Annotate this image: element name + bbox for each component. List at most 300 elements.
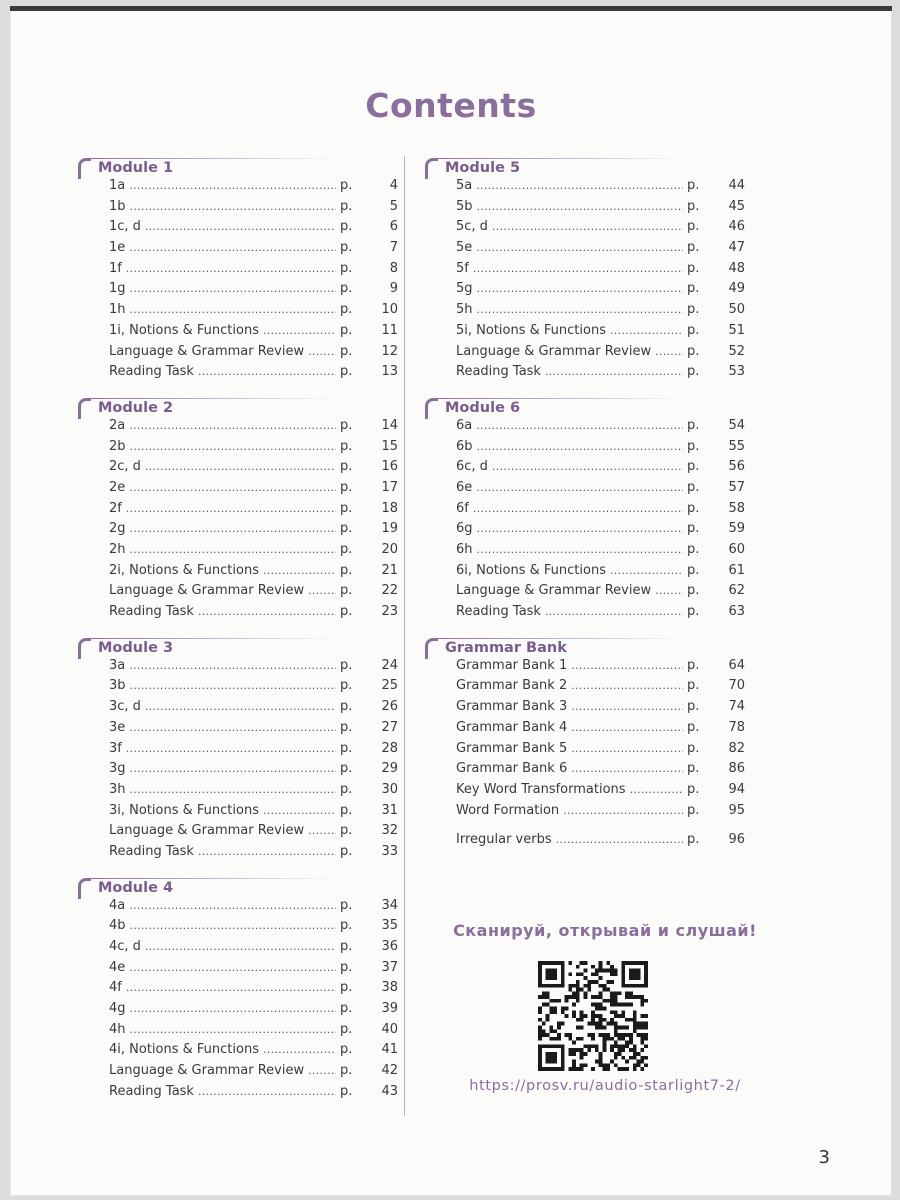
toc-entry[interactable] bbox=[425, 281, 745, 302]
qr-module bbox=[629, 1037, 633, 1041]
dot-leader bbox=[130, 679, 336, 692]
toc-entry[interactable] bbox=[78, 980, 398, 1001]
dot-leader bbox=[145, 220, 336, 233]
qr-module bbox=[606, 961, 610, 965]
page-abbrev: p. bbox=[340, 939, 353, 954]
qr-module bbox=[644, 965, 648, 969]
qr-module bbox=[621, 984, 625, 988]
qr-module bbox=[538, 1037, 542, 1041]
page-abbrev: p. bbox=[687, 459, 700, 475]
toc-entry[interactable] bbox=[78, 761, 398, 782]
toc-entry-label: 5a bbox=[456, 178, 473, 193]
toc-entry-page: 20 bbox=[381, 542, 398, 557]
toc-entry[interactable] bbox=[425, 344, 745, 365]
qr-module bbox=[644, 1022, 648, 1026]
toc-entry[interactable] bbox=[425, 678, 745, 699]
toc-entry[interactable] bbox=[425, 364, 745, 385]
qr-module bbox=[557, 961, 561, 965]
qr-module bbox=[599, 976, 603, 980]
qr-module bbox=[546, 1067, 550, 1071]
toc-entry-page: 33 bbox=[381, 843, 398, 859]
qr-module bbox=[538, 1033, 542, 1037]
qr-module bbox=[587, 980, 591, 984]
qr-module bbox=[640, 961, 644, 965]
qr-module bbox=[538, 1018, 542, 1022]
qr-module bbox=[625, 1060, 629, 1064]
toc-entry-page: 13 bbox=[381, 364, 398, 380]
qr-module bbox=[553, 969, 557, 973]
dot-leader bbox=[610, 564, 683, 577]
qr-module bbox=[599, 995, 603, 999]
toc-entry-page: 32 bbox=[381, 823, 398, 839]
page-abbrev: p. bbox=[687, 657, 700, 673]
qr-module bbox=[572, 1060, 576, 1064]
qr-module bbox=[549, 976, 553, 980]
dot-leader bbox=[129, 419, 336, 432]
qr-module bbox=[576, 965, 580, 969]
qr-module bbox=[633, 1067, 637, 1071]
qr-module bbox=[538, 1052, 542, 1056]
toc-entry-label: 1e bbox=[109, 240, 126, 256]
toc-entry[interactable] bbox=[78, 199, 398, 220]
heading-bracket bbox=[425, 638, 438, 659]
page-abbrev: p. bbox=[687, 832, 700, 848]
page-abbrev: p. bbox=[687, 761, 700, 777]
toc-entry[interactable] bbox=[78, 960, 398, 981]
qr-module bbox=[553, 1067, 557, 1071]
qr-module bbox=[584, 1044, 588, 1048]
toc-entry-label: Language & Grammar Review bbox=[109, 343, 305, 359]
page-abbrev: p. bbox=[687, 322, 700, 338]
toc-entry-page: 52 bbox=[728, 343, 745, 359]
qr-module bbox=[602, 984, 606, 988]
qr-module bbox=[568, 995, 572, 999]
qr-module bbox=[591, 972, 595, 976]
qr-module bbox=[568, 984, 572, 988]
toc-entry[interactable] bbox=[78, 1022, 398, 1043]
qr-module bbox=[553, 999, 557, 1003]
qr-module bbox=[602, 1041, 606, 1045]
toc-entry[interactable] bbox=[78, 823, 398, 844]
toc-entry[interactable] bbox=[78, 418, 398, 439]
qr-module bbox=[538, 972, 542, 976]
qr-module bbox=[640, 1003, 644, 1007]
heading-bracket bbox=[425, 398, 438, 419]
section-heading bbox=[78, 396, 398, 416]
toc-entry-label: 3a bbox=[109, 657, 126, 673]
qr-module bbox=[584, 976, 588, 980]
qr-module bbox=[557, 1033, 561, 1037]
qr-module bbox=[621, 1014, 625, 1018]
qr-module bbox=[599, 1022, 603, 1026]
toc-entry[interactable] bbox=[78, 1042, 398, 1063]
qr-module bbox=[576, 999, 580, 1003]
page-abbrev: p. bbox=[340, 198, 353, 214]
page-abbrev: p. bbox=[687, 260, 700, 276]
qr-module bbox=[591, 1067, 595, 1071]
qr-module bbox=[572, 984, 576, 988]
toc-entry-label: Reading Task bbox=[109, 604, 194, 620]
toc-entry[interactable] bbox=[425, 418, 745, 439]
toc-entry[interactable] bbox=[425, 521, 745, 542]
qr-module bbox=[640, 999, 644, 1003]
dot-leader bbox=[145, 460, 336, 473]
toc-entry[interactable] bbox=[425, 302, 745, 323]
toc-entry-page: 45 bbox=[728, 198, 745, 214]
toc-entry[interactable] bbox=[425, 699, 745, 720]
qr-module bbox=[640, 1033, 644, 1037]
toc-entry[interactable] bbox=[78, 439, 398, 460]
toc-entry[interactable] bbox=[78, 1001, 398, 1022]
qr-module bbox=[610, 1003, 614, 1007]
qr-module bbox=[595, 969, 599, 973]
toc-entry-page: 62 bbox=[728, 583, 745, 599]
qr-module bbox=[629, 1041, 633, 1045]
toc-entry[interactable] bbox=[425, 439, 745, 460]
heading-rule bbox=[435, 158, 685, 159]
qr-module bbox=[614, 1022, 618, 1026]
qr-module bbox=[568, 1067, 572, 1071]
toc-entry[interactable] bbox=[425, 658, 745, 679]
toc-entry-label: 5i, Notions & Functions bbox=[456, 322, 606, 338]
qr-module bbox=[618, 1037, 622, 1041]
toc-entry-label: 2b bbox=[109, 438, 126, 454]
qr-module bbox=[621, 1048, 625, 1052]
toc-entry-page: 29 bbox=[381, 761, 398, 777]
toc-entry-label: 3f bbox=[109, 740, 122, 756]
section-heading bbox=[425, 396, 745, 416]
audio-url-link[interactable]: https://prosv.ru/audio-starlight7-2/ bbox=[469, 1078, 741, 1094]
qr-module bbox=[644, 972, 648, 976]
toc-entry-label: 2g bbox=[109, 521, 126, 537]
toc-entry[interactable] bbox=[425, 178, 745, 199]
qr-module bbox=[595, 972, 599, 976]
toc-entry[interactable] bbox=[78, 898, 398, 919]
qr-module bbox=[549, 1025, 553, 1029]
qr-module bbox=[576, 1067, 580, 1071]
toc-entry[interactable] bbox=[78, 720, 398, 741]
toc-entry[interactable] bbox=[78, 480, 398, 501]
toc-entry[interactable] bbox=[425, 604, 745, 625]
qr-module bbox=[614, 1033, 618, 1037]
qr-module bbox=[640, 1014, 644, 1018]
qr-module bbox=[561, 972, 565, 976]
qr-module bbox=[625, 1067, 629, 1071]
dot-leader bbox=[476, 179, 683, 192]
toc-entry[interactable] bbox=[78, 563, 398, 584]
dot-leader bbox=[130, 440, 336, 453]
toc-entry[interactable] bbox=[78, 844, 398, 865]
qr-module bbox=[599, 1014, 603, 1018]
qr-module bbox=[587, 988, 591, 992]
qr-module bbox=[637, 995, 641, 999]
toc-entry-page: 23 bbox=[381, 604, 398, 620]
dot-leader bbox=[130, 200, 336, 213]
qr-module bbox=[568, 1052, 572, 1056]
qr-module bbox=[561, 969, 565, 973]
toc-entry-page: 96 bbox=[728, 832, 745, 848]
toc-entry[interactable] bbox=[425, 459, 745, 480]
qr-module bbox=[549, 961, 553, 965]
qr-module bbox=[618, 1003, 622, 1007]
qr-module bbox=[606, 980, 610, 984]
qr-module bbox=[633, 1018, 637, 1022]
page-abbrev: p. bbox=[687, 604, 700, 620]
qr-module bbox=[640, 1041, 644, 1045]
qr-module bbox=[618, 1033, 622, 1037]
toc-entry[interactable] bbox=[425, 199, 745, 220]
qr-module bbox=[576, 1025, 580, 1029]
qr-module bbox=[572, 1067, 576, 1071]
qr-module bbox=[625, 1003, 629, 1007]
qr-module bbox=[591, 1033, 595, 1037]
qr-module bbox=[629, 995, 633, 999]
toc-entry-page: 82 bbox=[728, 740, 745, 756]
qr-module bbox=[546, 972, 550, 976]
toc-section bbox=[425, 396, 745, 625]
toc-entry[interactable] bbox=[78, 604, 398, 625]
toc-entry[interactable] bbox=[78, 323, 398, 344]
toc-entry-label: 3c, d bbox=[109, 699, 141, 715]
qr-module bbox=[580, 1014, 584, 1018]
page-abbrev: p. bbox=[687, 521, 700, 537]
dot-leader bbox=[308, 345, 336, 358]
toc-entry-page: 14 bbox=[381, 417, 398, 433]
qr-module bbox=[572, 991, 576, 995]
toc-entry[interactable] bbox=[78, 1063, 398, 1084]
toc-entry-label: 4g bbox=[109, 1001, 126, 1017]
qr-module bbox=[644, 1056, 648, 1060]
page-abbrev: p. bbox=[340, 980, 353, 996]
qr-module bbox=[640, 1048, 644, 1052]
toc-entry[interactable] bbox=[78, 803, 398, 824]
dot-leader bbox=[655, 345, 683, 358]
toc-entry[interactable] bbox=[78, 542, 398, 563]
dot-leader bbox=[130, 783, 336, 796]
toc-entry[interactable] bbox=[78, 741, 398, 762]
toc-entry-label: Language & Grammar Review bbox=[109, 823, 305, 839]
toc-entry[interactable] bbox=[78, 178, 398, 199]
toc-entry-label: 6h bbox=[456, 542, 473, 557]
toc-entry[interactable] bbox=[78, 219, 398, 240]
qr-module bbox=[584, 995, 588, 999]
toc-entry[interactable] bbox=[78, 459, 398, 480]
qr-module bbox=[561, 984, 565, 988]
qr-code[interactable] bbox=[538, 961, 648, 1071]
qr-module bbox=[633, 1063, 637, 1067]
toc-entry[interactable] bbox=[78, 344, 398, 365]
qr-module bbox=[565, 1007, 569, 1011]
qr-module bbox=[561, 965, 565, 969]
toc-entry-page: 31 bbox=[381, 802, 398, 818]
right-column bbox=[425, 156, 745, 864]
dot-leader bbox=[130, 762, 336, 775]
qr-module bbox=[584, 969, 588, 973]
qr-module bbox=[553, 1060, 557, 1064]
page-abbrev: p. bbox=[687, 302, 700, 318]
qr-module bbox=[591, 1022, 595, 1026]
page-abbrev: p. bbox=[340, 417, 353, 433]
qr-module bbox=[599, 965, 603, 969]
qr-module bbox=[633, 1048, 637, 1052]
qr-module bbox=[602, 1033, 606, 1037]
toc-entry[interactable] bbox=[425, 480, 745, 501]
qr-module bbox=[549, 969, 553, 973]
dot-leader bbox=[198, 845, 336, 858]
toc-entry[interactable] bbox=[425, 501, 745, 522]
dot-leader bbox=[126, 502, 336, 515]
dot-leader bbox=[130, 522, 336, 535]
toc-entry-label: Grammar Bank 2 bbox=[456, 678, 568, 694]
toc-entry[interactable] bbox=[425, 583, 745, 604]
dot-leader bbox=[492, 220, 683, 233]
toc-entry-page: 24 bbox=[381, 657, 398, 673]
toc-entry[interactable] bbox=[78, 939, 398, 960]
dot-leader bbox=[126, 981, 336, 994]
qr-module bbox=[629, 1056, 633, 1060]
toc-entry[interactable] bbox=[78, 583, 398, 604]
dot-leader bbox=[563, 804, 683, 817]
qr-module bbox=[621, 980, 625, 984]
dot-leader bbox=[129, 179, 336, 192]
toc-entry[interactable] bbox=[425, 832, 745, 853]
qr-module bbox=[587, 1033, 591, 1037]
qr-module bbox=[595, 1048, 599, 1052]
toc-entry[interactable] bbox=[78, 501, 398, 522]
section-heading-label: Module 5 bbox=[445, 160, 521, 176]
toc-entry[interactable] bbox=[78, 240, 398, 261]
toc-entry[interactable] bbox=[425, 323, 745, 344]
section-heading-label: Module 4 bbox=[98, 879, 174, 896]
dot-leader bbox=[571, 742, 683, 755]
dot-leader bbox=[130, 543, 336, 556]
qr-module bbox=[557, 1037, 561, 1041]
toc-entry[interactable] bbox=[78, 521, 398, 542]
dot-leader bbox=[130, 303, 336, 316]
toc-section bbox=[78, 396, 398, 625]
promo-text: Сканируй, открывай и слушай! bbox=[453, 921, 757, 940]
qr-module bbox=[599, 1003, 603, 1007]
page-abbrev: p. bbox=[340, 802, 353, 818]
toc-entry-page: 17 bbox=[381, 479, 398, 495]
qr-module bbox=[633, 1014, 637, 1018]
qr-module bbox=[633, 1025, 637, 1029]
toc-entry[interactable] bbox=[78, 1084, 398, 1105]
page-abbrev: p. bbox=[340, 1083, 353, 1099]
qr-module bbox=[614, 1025, 618, 1029]
qr-module bbox=[599, 969, 603, 973]
page-abbrev: p. bbox=[687, 417, 700, 433]
qr-module bbox=[553, 1010, 557, 1014]
qr-module bbox=[637, 984, 641, 988]
qr-module bbox=[542, 1029, 546, 1033]
toc-entry-label: Language & Grammar Review bbox=[109, 1063, 305, 1079]
dot-leader bbox=[263, 804, 336, 817]
page-abbrev: p. bbox=[687, 479, 700, 495]
qr-module bbox=[542, 961, 546, 965]
toc-entry[interactable] bbox=[78, 782, 398, 803]
qr-module bbox=[640, 1067, 644, 1071]
qr-module bbox=[633, 976, 637, 980]
toc-entry-label: Language & Grammar Review bbox=[456, 583, 652, 599]
qr-module bbox=[549, 972, 553, 976]
toc-entry[interactable] bbox=[425, 782, 745, 803]
toc-entry[interactable] bbox=[425, 741, 745, 762]
page bbox=[10, 6, 892, 1196]
toc-entry-page: 27 bbox=[381, 719, 398, 735]
dot-leader bbox=[477, 522, 683, 535]
qr-module bbox=[595, 1007, 599, 1011]
toc-entry[interactable] bbox=[78, 918, 398, 939]
heading-bracket bbox=[78, 878, 91, 899]
toc-entry[interactable] bbox=[425, 761, 745, 782]
dot-leader bbox=[571, 721, 683, 734]
toc-entry[interactable] bbox=[78, 281, 398, 302]
qr-module bbox=[553, 1037, 557, 1041]
page-abbrev: p. bbox=[340, 562, 353, 578]
toc-entry[interactable] bbox=[425, 720, 745, 741]
toc-entry-page: 34 bbox=[381, 897, 398, 913]
dot-leader bbox=[145, 940, 336, 953]
qr-module bbox=[644, 1044, 648, 1048]
qr-module bbox=[625, 991, 629, 995]
toc-entry-page: 46 bbox=[728, 219, 745, 235]
qr-module bbox=[644, 1063, 648, 1067]
qr-module bbox=[640, 1060, 644, 1064]
qr-module bbox=[542, 984, 546, 988]
toc-entry[interactable] bbox=[78, 302, 398, 323]
toc-entry[interactable] bbox=[425, 240, 745, 261]
qr-module bbox=[542, 1033, 546, 1037]
qr-module bbox=[561, 961, 565, 965]
toc-entry[interactable] bbox=[425, 261, 745, 282]
toc-entry-label: 3e bbox=[109, 719, 126, 735]
toc-entry[interactable] bbox=[425, 803, 745, 824]
toc-entry[interactable] bbox=[425, 219, 745, 240]
qr-module bbox=[576, 988, 580, 992]
qr-module bbox=[557, 999, 561, 1003]
toc-entry[interactable] bbox=[78, 658, 398, 679]
toc-entry[interactable] bbox=[78, 699, 398, 720]
toc-entry[interactable] bbox=[78, 364, 398, 385]
page-abbrev: p. bbox=[340, 823, 353, 839]
qr-module bbox=[591, 965, 595, 969]
qr-module bbox=[602, 1044, 606, 1048]
toc-entry-page: 7 bbox=[389, 240, 398, 256]
page-abbrev: p. bbox=[340, 583, 353, 599]
page-abbrev: p. bbox=[687, 343, 700, 359]
page-abbrev: p. bbox=[687, 699, 700, 715]
qr-module bbox=[580, 1010, 584, 1014]
qr-module bbox=[633, 995, 637, 999]
qr-module bbox=[591, 980, 595, 984]
column-divider bbox=[404, 156, 405, 1116]
toc-entry[interactable] bbox=[425, 542, 745, 563]
toc-entry[interactable] bbox=[78, 678, 398, 699]
qr-module bbox=[633, 1052, 637, 1056]
qr-module bbox=[546, 961, 550, 965]
toc-entry[interactable] bbox=[78, 261, 398, 282]
qr-module bbox=[546, 1056, 550, 1060]
qr-module bbox=[610, 999, 614, 1003]
toc-entry-page: 51 bbox=[728, 322, 745, 338]
toc-entry[interactable] bbox=[425, 563, 745, 584]
page-abbrev: p. bbox=[687, 438, 700, 454]
toc-entry-page: 42 bbox=[381, 1063, 398, 1079]
qr-module bbox=[572, 1048, 576, 1052]
qr-module bbox=[637, 1060, 641, 1064]
qr-module bbox=[644, 976, 648, 980]
